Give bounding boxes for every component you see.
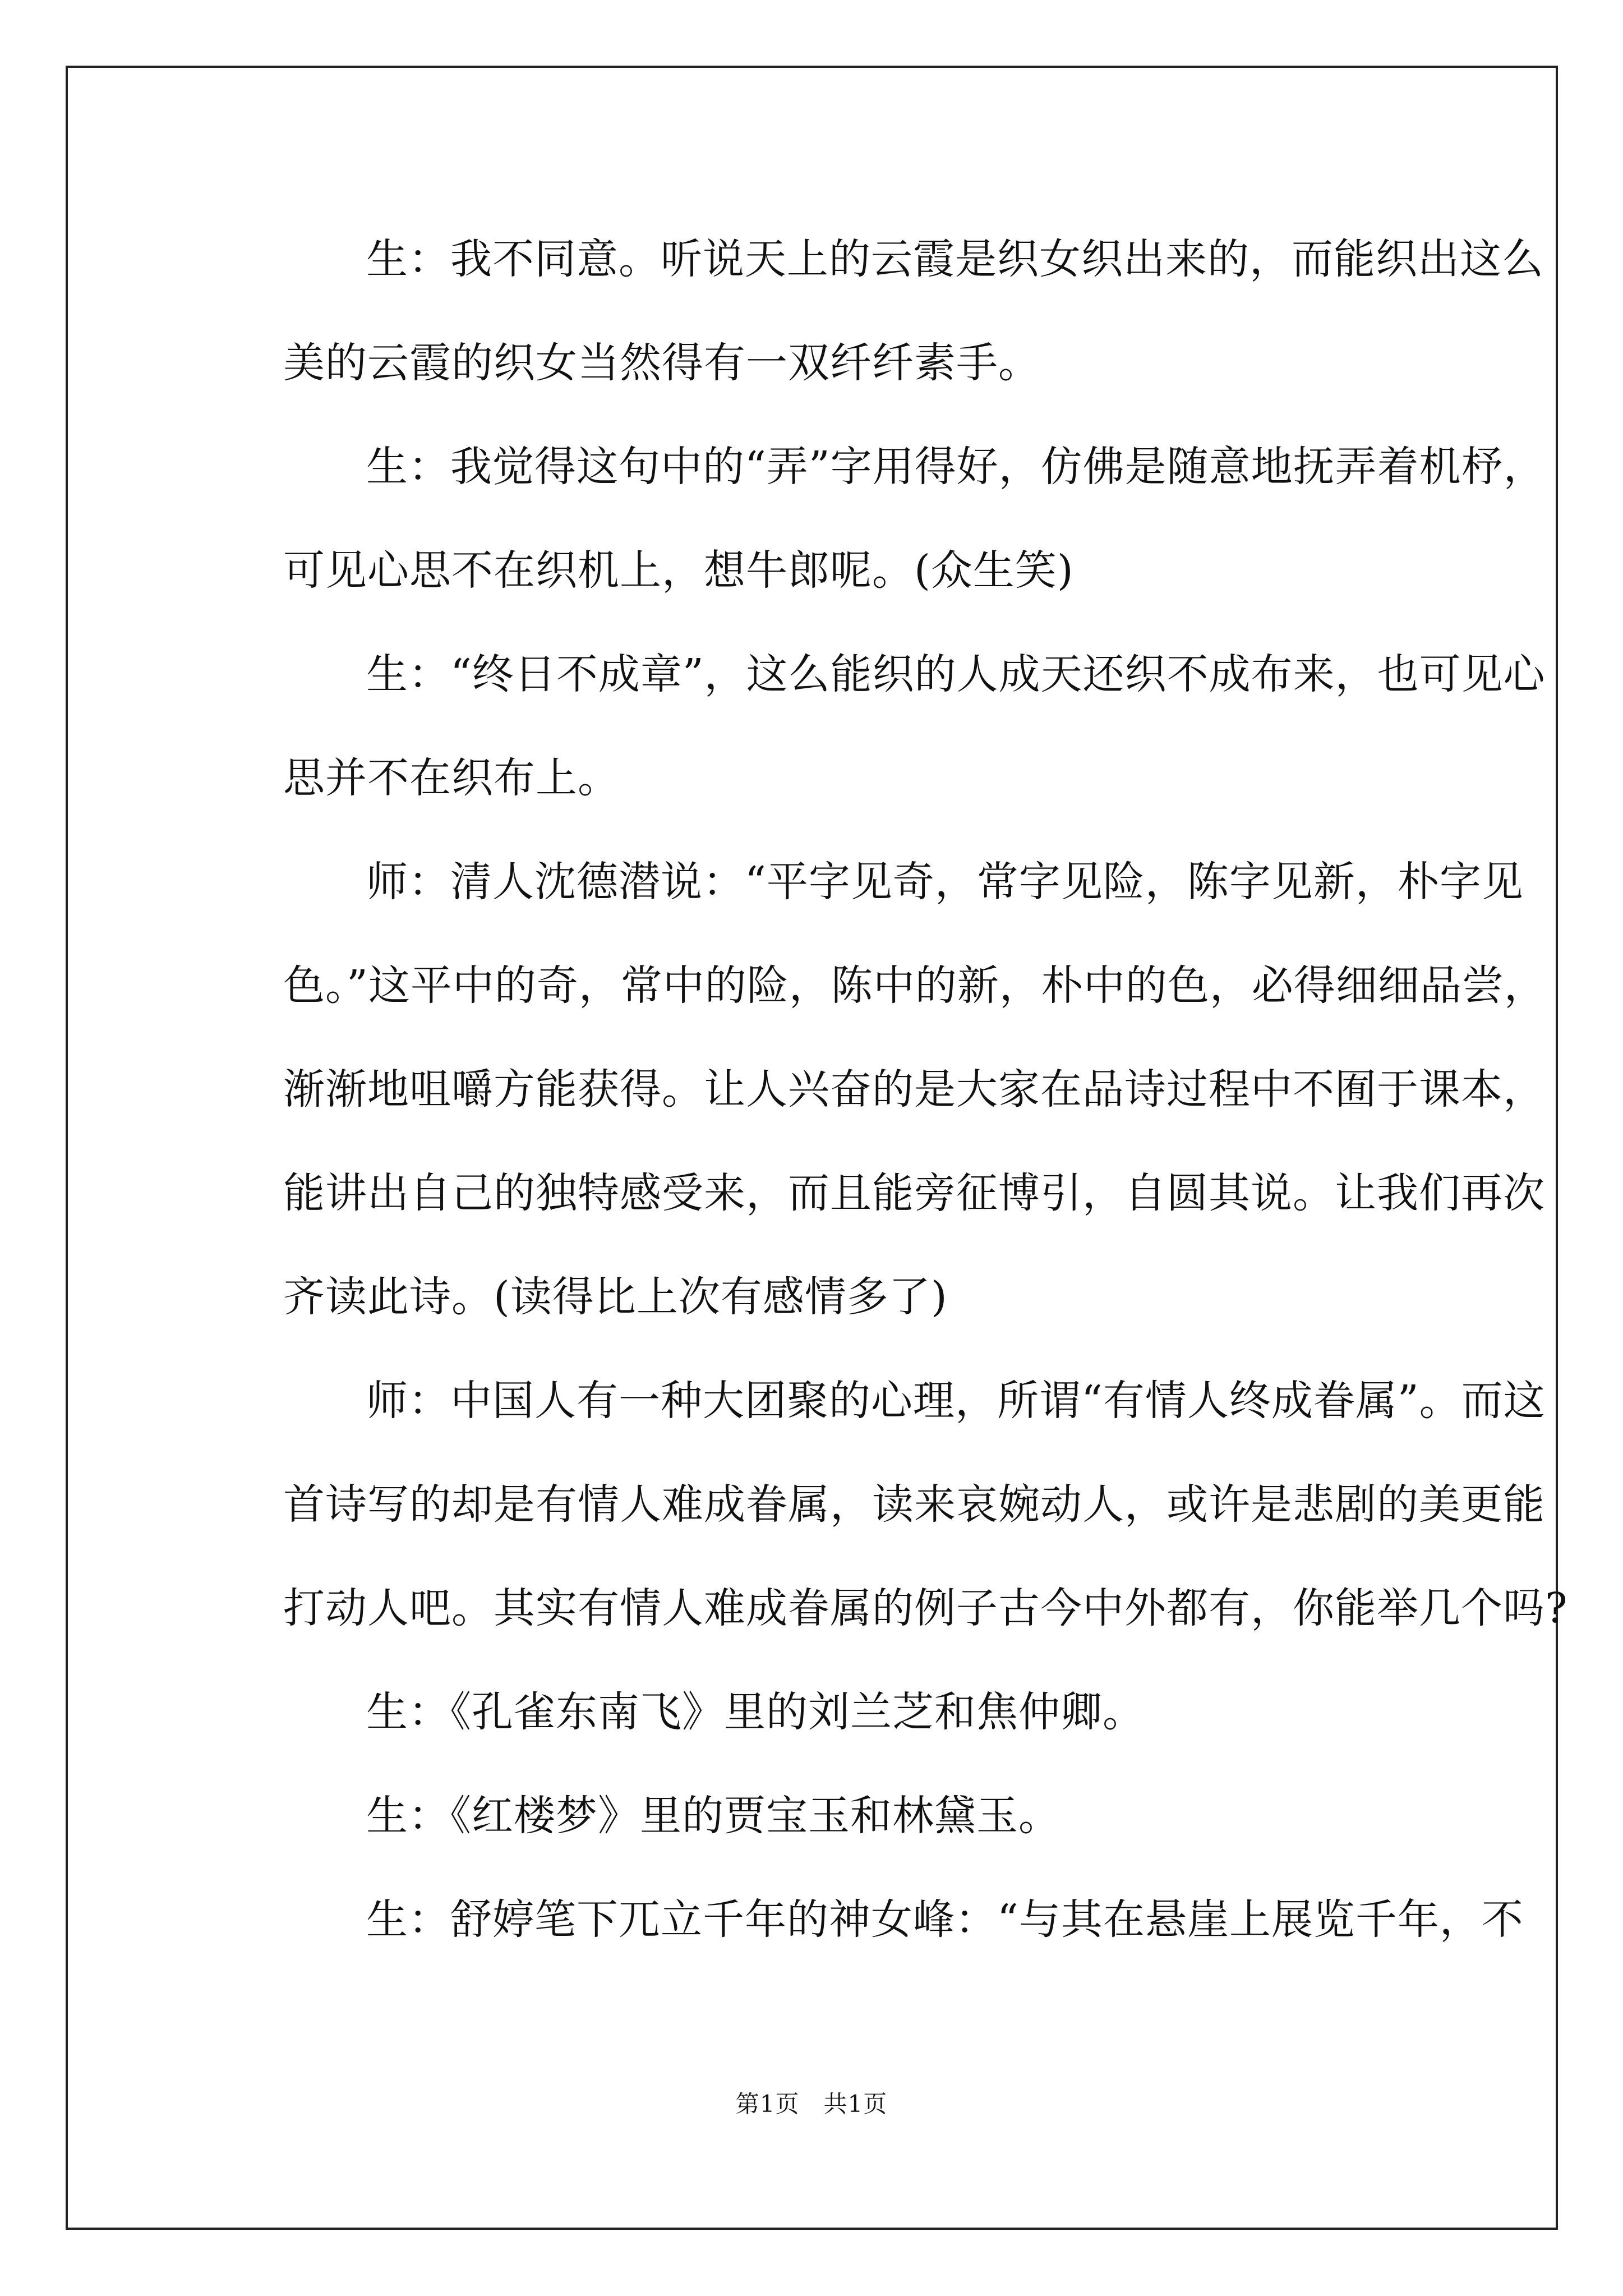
text-line: 生：我觉得这句中的“弄”字用得好，仿佛是随意地抚弄着机杼， — [366, 443, 1546, 491]
paragraph-7 — [200, 1764, 1428, 1868]
text-line: 可见心思不在织机上，想牛郎呢。(众生笑) — [283, 546, 1074, 595]
page-number-footer: 第1页 共1页 — [735, 2090, 888, 2118]
text-line: 生：《孔雀东南飞》里的刘兰芝和焦仲卿。 — [366, 1688, 1145, 1736]
paragraph-3 — [200, 623, 1546, 830]
text-line: 师：中国人有一种大团聚的心理，所谓“有情人终成眷属”。而这 — [366, 1377, 1546, 1425]
document-body — [200, 208, 1568, 1972]
text-line: 齐读此诗。(读得比上次有感情多了) — [283, 1273, 948, 1321]
text-line: 生：我不同意。听说天上的云霞是织女织出来的，而能织出这么 — [366, 235, 1544, 283]
paragraph-5 — [200, 1349, 1568, 1660]
text-line: 美的云霞的织女当然得有一双纤纤素手。 — [283, 339, 1040, 387]
text-line: 生：“终日不成章”，这么能织的人成天还织不成布来，也可见心 — [366, 650, 1546, 698]
text-line: 生：舒婷笔下兀立千年的神女峰：“与其在悬崖上展览千年，不 — [366, 1895, 1524, 1944]
text-line: 能讲出自己的独特感受来，而且能旁征博引，自圆其说。让我们再次 — [283, 1169, 1545, 1217]
paragraph-8 — [200, 1868, 1524, 1972]
text-line: 首诗写的却是有情人难成眷属，读来哀婉动人，或许是悲剧的美更能 — [283, 1480, 1545, 1529]
text-line: 师：清人沈德潜说：“平字见奇，常字见险，陈字见新，朴字见 — [366, 858, 1524, 906]
paragraph-4 — [200, 830, 1546, 1349]
text-line: 打动人吧。其实有情人难成眷属的例子古今中外都有，你能举几个吗? — [283, 1584, 1568, 1632]
text-line: 色。”这平中的奇，常中的险，陈中的新，朴中的色，必得细细品尝， — [283, 961, 1546, 1010]
text-line: 思并不在织布上。 — [283, 754, 620, 802]
paragraph-2 — [200, 415, 1546, 623]
paragraph-1 — [200, 208, 1544, 415]
text-line: 生：《红楼梦》里的贾宝玉和林黛玉。 — [366, 1792, 1061, 1840]
paragraph-6 — [200, 1660, 1428, 1764]
text-line: 渐渐地咀嚼方能获得。让人兴奋的是大家在品诗过程中不囿于课本， — [283, 1065, 1545, 1114]
